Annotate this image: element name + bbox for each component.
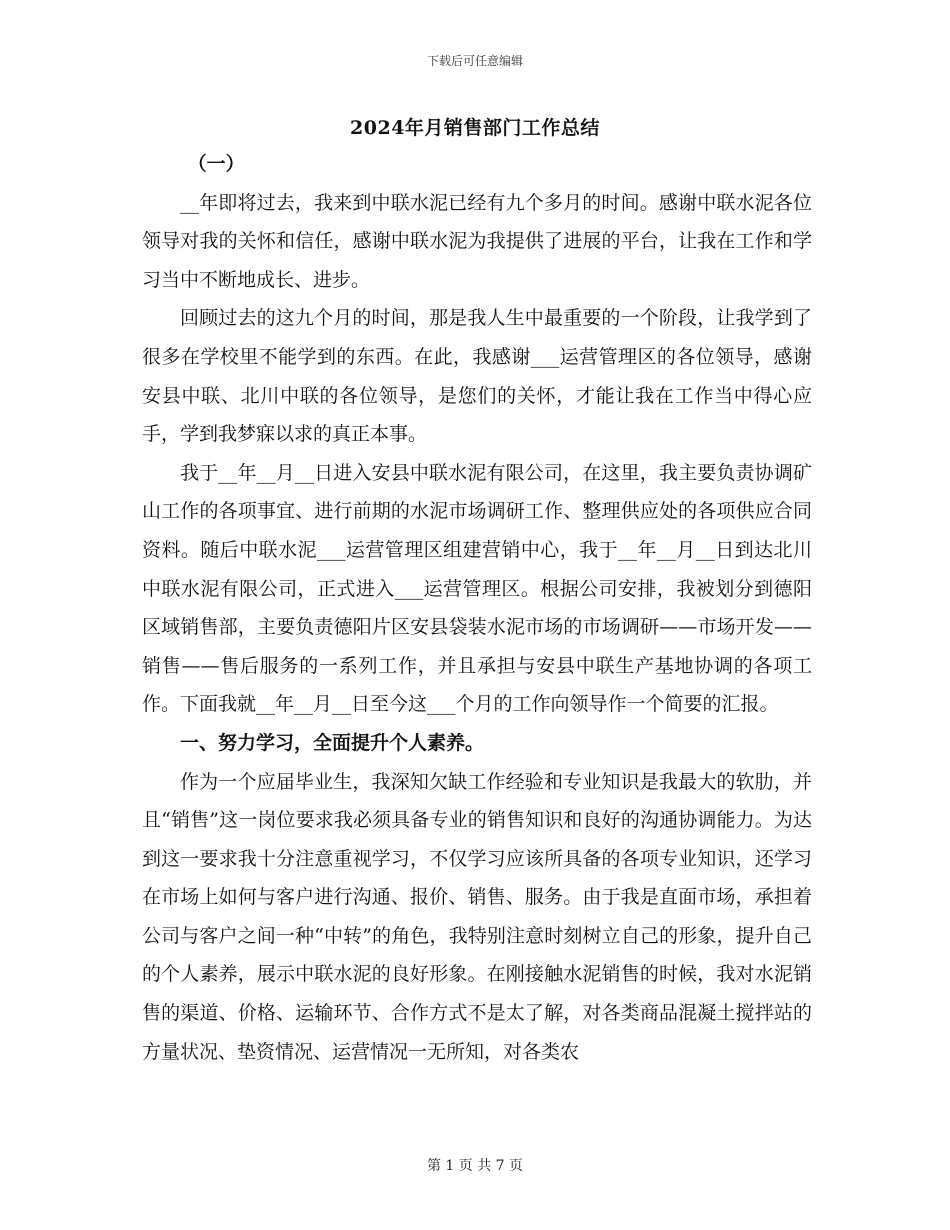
page-header-note: 下载后可任意编辑 (426, 54, 523, 68)
document-title: 2024年月销售部门工作总结 (350, 117, 600, 139)
document-body (142, 145, 812, 1071)
paragraph-1: __年即将过去，我来到中联水泥已经有九个多月的时间。感谢中联水泥各位领导对我的关怀和信任，感谢中联水泥为我提供了进展的平台，让我在工作和学习当中不断地成长、进步。 (142, 191, 812, 291)
subtitle: （一） (187, 153, 245, 175)
paragraph-3: 我于__年__月__日进入安县中联水泥有限公司，在这里，我主要负责协调矿山工作的各项事宜、进行前期的水泥市场调研工作、整理供应处的各项供应合同资料。随后中联水泥___运营管理区组建营销中心，我于__年__月__日到达北川中联水泥有限公司，正式进入___运营管理区。根据公司安排，我被划分到德阳区域销售部，主要负责德阳片区安县袋装水泥市场的市场调研——市场开发——销售——售后服务的一系列工作，并且承担与安县中联生产基地协调的各项工作。下面我就__年__月__日至今这___个月的工作向领导作一个简要的汇报。 (142, 461, 812, 716)
page-number: 第 1 页 共 7 页 (426, 1158, 524, 1174)
section-heading: 一、努力学习，全面提升个人素养。 (180, 731, 485, 754)
section-paragraph: 作为一个应届毕业生，我深知欠缺工作经验和专业知识是我最大的软肋，并且“销售”这一岗位要求我必须具备专业的销售知识和良好的沟通协调能力。为达到这一要求我十分注意重视学习，不仅学习应该所具备的各项专业知识，还学习在市场上如何与客户进行沟通、报价、销售、服务。由于我是直面市场，承担着公司与客户之间一种“中转”的角色，我特别注意时刻树立自己的形象，提升自己的个人素养，展示中联水泥的良好形象。在刚接触水泥销售的时候，我对水泥销售的渠道、价格、运输环节、合作方式不是太了解，对各类商品混凝土搅拌站的方量状况、垫资情况、运营情况一无所知，对各类农 (142, 770, 812, 1063)
paragraph-2: 回顾过去的这九个月的时间，那是我人生中最重要的一个阶段，让我学到了很多在学校里不能学到的东西。在此，我感谢___运营管理区的各位领导，感谢安县中联、北川中联的各位领导，是您们的关怀，才能让我在工作当中得心应手，学到我梦寐以求的真正本事。 (142, 307, 812, 446)
